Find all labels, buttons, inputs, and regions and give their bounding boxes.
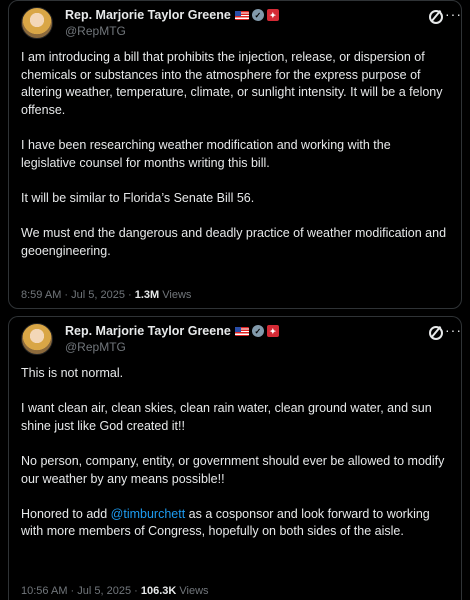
author-name-row[interactable] bbox=[65, 324, 279, 338]
view-count: 1.3M bbox=[134, 289, 160, 301]
more-icon[interactable]: ··· bbox=[445, 6, 462, 22]
author-handle[interactable]: @RepMTG bbox=[65, 24, 126, 38]
paragraph-text: Honored to add bbox=[21, 506, 111, 521]
verified-badge-icon[interactable]: ✓ bbox=[252, 9, 264, 21]
author-avatar[interactable] bbox=[21, 7, 53, 39]
tweet-timestamp[interactable]: 8:59 AM · Jul 5, 2025 · bbox=[21, 289, 135, 301]
tweet-paragraph: No person, company, entity, or government should ever be allowed to modify our weather by any means possible!! bbox=[21, 453, 445, 486]
verified-badge-icon[interactable]: ✓ bbox=[252, 325, 264, 337]
mention-link[interactable]: @timburchett bbox=[110, 506, 186, 521]
tweet-paragraph: I have been researching weather modification and working with the legislative counsel for months writing this bill. bbox=[21, 137, 391, 170]
tweet-card[interactable] bbox=[8, 0, 462, 309]
tweet-text bbox=[9, 365, 461, 541]
paragraph-text: as a cosponsor and look forward to working with more members of Congress, hopefully on both sides of the aisle. bbox=[21, 506, 430, 539]
tweet-paragraph: I want clean air, clean skies, clean rain water, clean ground water, and sun shine just like God created it!! bbox=[21, 401, 432, 433]
tweet-paragraph: I am introducing a bill that prohibits the injection, release, or dispersion of chemicals or substances into the atmosphere for the express purpose of altering weather, temperature, climate, or sunlight intensity. It will be a felony offense. bbox=[21, 50, 443, 117]
more-icon[interactable]: ··· bbox=[445, 322, 462, 338]
author-handle[interactable]: @RepMTG bbox=[65, 340, 126, 354]
tweet-paragraph bbox=[21, 506, 449, 541]
tweet-meta bbox=[21, 289, 191, 301]
grok-icon[interactable] bbox=[429, 326, 443, 340]
us-flag-icon bbox=[235, 327, 249, 336]
tweet-card[interactable] bbox=[8, 316, 462, 600]
tweet-timestamp[interactable]: 10:56 AM · Jul 5, 2025 · bbox=[21, 585, 141, 597]
author-name[interactable]: Rep. Marjorie Taylor Greene bbox=[65, 8, 231, 22]
author-name-row[interactable] bbox=[65, 8, 279, 22]
tweet-header bbox=[9, 1, 461, 49]
tweet-paragraph: This is not normal. bbox=[21, 366, 124, 380]
views-label: Views bbox=[159, 289, 192, 301]
tweet-paragraph: It will be similar to Florida’s Senate Bill 56. bbox=[21, 190, 255, 205]
views-label: Views bbox=[176, 585, 209, 597]
author-avatar[interactable] bbox=[21, 323, 53, 355]
us-flag-icon bbox=[235, 11, 249, 20]
tweet-text bbox=[9, 49, 461, 260]
house-affiliation-icon[interactable]: ✦ bbox=[267, 325, 279, 337]
grok-icon[interactable] bbox=[429, 10, 443, 24]
tweet-header bbox=[9, 317, 461, 365]
tweet-meta bbox=[21, 585, 209, 597]
author-name[interactable]: Rep. Marjorie Taylor Greene bbox=[65, 324, 231, 338]
view-count: 106.3K bbox=[140, 585, 177, 597]
house-affiliation-icon[interactable]: ✦ bbox=[267, 9, 279, 21]
tweet-paragraph: We must end the dangerous and deadly practice of weather modification and geoengineering. bbox=[21, 225, 447, 258]
